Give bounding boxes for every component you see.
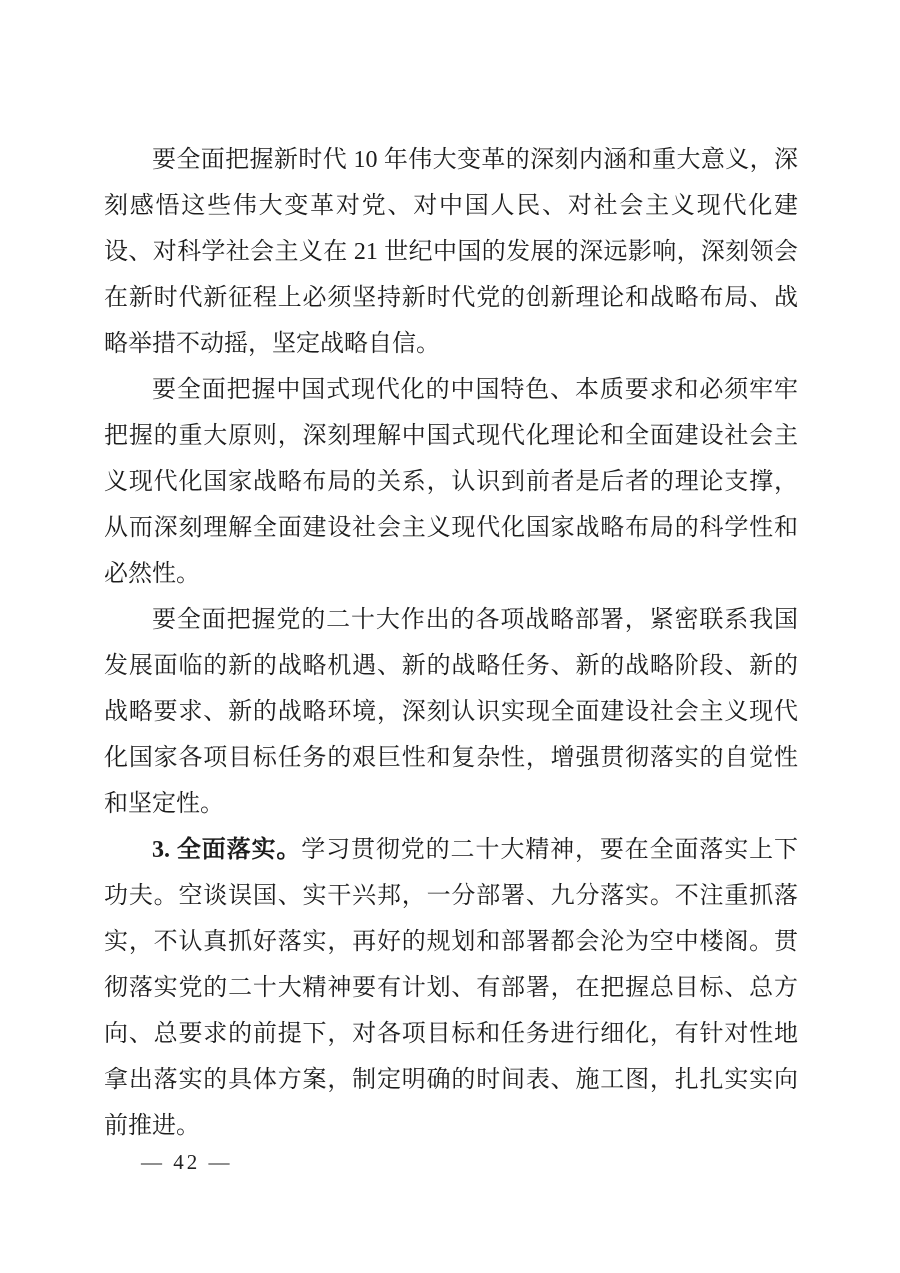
- paragraph: [104, 827, 798, 1149]
- paragraph-text: 要全面把握中国式现代化的中国特色、本质要求和必须牢牢把握的重大原则，深刻理解中国式现代化理论和全面建设社会主义现代化国家战略布局的关系，认识到前者是后者的理论支撑，从而深刻理解全面建设社会主义现代化国家战略布局的科学性和必然性。: [104, 377, 798, 587]
- paragraph-text: 要全面把握新时代 10 年伟大变革的深刻内涵和重大意义，深刻感悟这些伟大变革对党、对中国人民、对社会主义现代化建设、对科学社会主义在 21 世纪中国的发展的深远影响，深刻领会在新时代新征程上必须坚持新时代党的创新理论和战略布局、战略举措不动摇，坚定战略自信。: [104, 147, 798, 357]
- paragraph-text: 要全面把握党的二十大作出的各项战略部署，紧密联系我国发展面临的新的战略机遇、新的战略任务、新的战略阶段、新的战略要求、新的战略环境，深刻认识实现全面建设社会主义现代化国家各项目标任务的艰巨性和复杂性，增强贯彻落实的自觉性和坚定性。: [104, 607, 798, 817]
- paragraph: [104, 137, 798, 367]
- paragraph-text: 学习贯彻党的二十大精神，要在全面落实上下功夫。空谈误国、实干兴邦，一分部署、九分落实。不注重抓落实，不认真抓好落实，再好的规划和部署都会沦为空中楼阁。贯彻落实党的二十大精神要有计划、有部署，在把握总目标、总方向、总要求的前提下，对各项目标和任务进行细化，有针对性地拿出落实的具体方案，制定明确的时间表、施工图，扎扎实实向前推进。: [104, 837, 798, 1139]
- page-number: — 42 —: [141, 1150, 233, 1174]
- paragraph: [104, 597, 798, 827]
- paragraph: [104, 367, 798, 597]
- document-body: [104, 137, 798, 1149]
- paragraph-lead: 3. 全面落实。: [152, 837, 302, 863]
